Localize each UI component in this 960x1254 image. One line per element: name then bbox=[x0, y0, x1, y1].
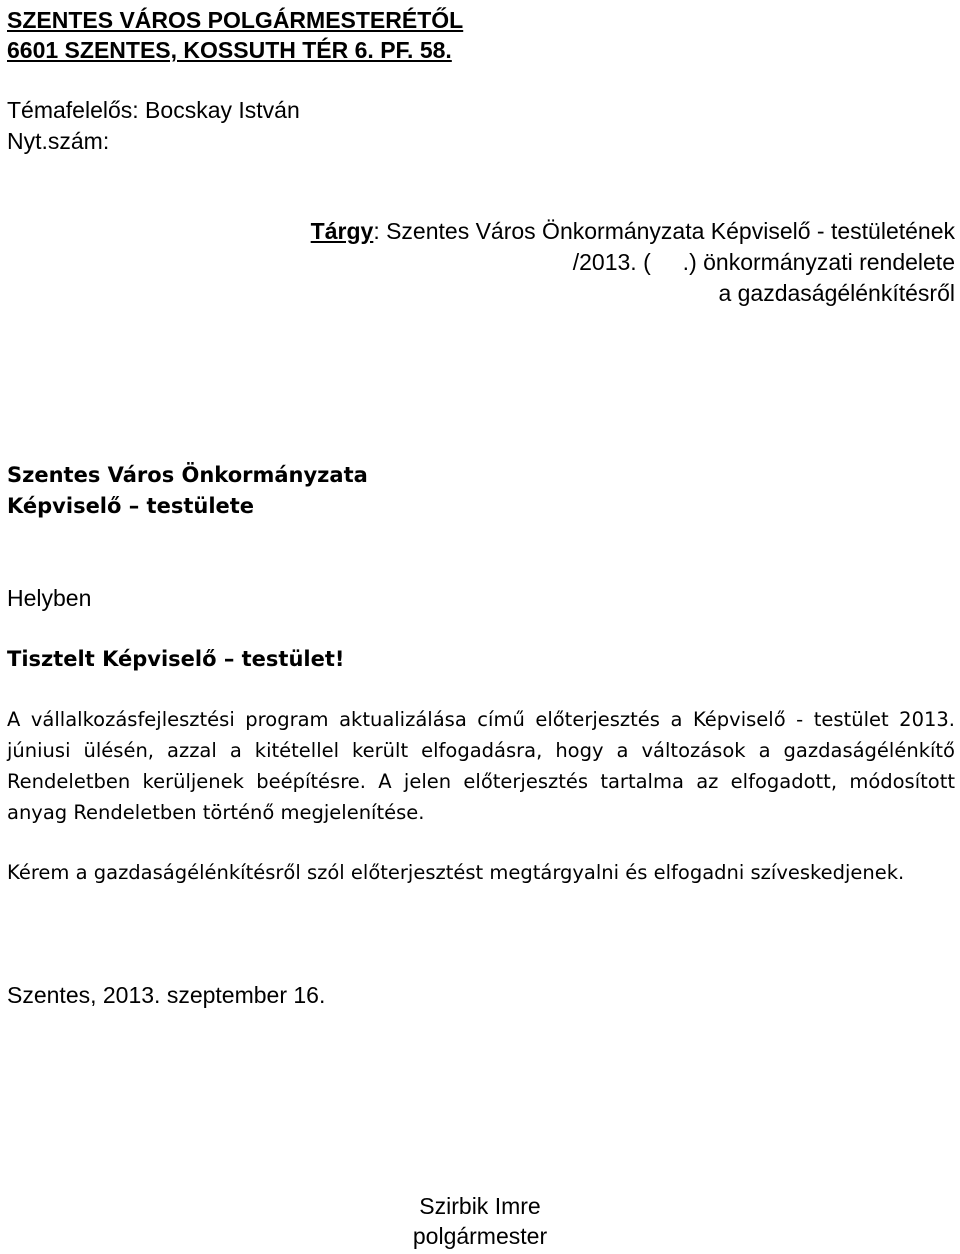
signatory-name: Szirbik Imre bbox=[419, 1193, 541, 1219]
body-paragraph-2: Kérem a gazdaságélénkítésről szól előterjesztést megtárgyalni és elfogadni szíveskedjenek. bbox=[7, 861, 905, 884]
addressee-location: Helyben bbox=[7, 585, 92, 611]
registration-number: Nyt.szám: bbox=[7, 128, 110, 154]
subject-text-1: : Szentes Város Önkormányzata Képviselő - testületének bbox=[373, 218, 955, 244]
responsible-person: Témafelelős: Bocskay István bbox=[7, 97, 300, 123]
subject-line-1 bbox=[311, 216, 955, 246]
salutation: Tisztelt Képviselő – testület! bbox=[7, 647, 345, 671]
letter-date: Szentes, 2013. szeptember 16. bbox=[7, 982, 326, 1008]
subject-line-3: a gazdaságélénkítésről bbox=[718, 280, 955, 306]
sender-address: 6601 SZENTES, KOSSUTH TÉR 6. PF. 58. bbox=[7, 37, 452, 63]
addressee-line-1: Szentes Város Önkormányzata bbox=[7, 463, 368, 487]
sender-title: SZENTES VÁROS POLGÁRMESTERÉTŐL bbox=[7, 7, 464, 33]
subject-line-2: /2013. ( .) önkormányzati rendelete bbox=[572, 249, 955, 275]
signatory-title: polgármester bbox=[412, 1223, 548, 1249]
body-paragraph-1: A vállalkozásfejlesztési program aktualizálása című előterjesztés a Képviselő - testület 2013. júniusi ülésén, azzal a kitétellel került elfogadásra, hogy a változások a gazdaságélénkítő Rendeletben kerüljenek beépítésre. A jelen előterjesztés tartalma az elfogadott, módosított anyag Rendeletben történő megjelenítése. bbox=[7, 708, 955, 824]
subject-label: Tárgy bbox=[310, 218, 374, 244]
addressee-line-2: Képviselő – testülete bbox=[7, 494, 255, 518]
